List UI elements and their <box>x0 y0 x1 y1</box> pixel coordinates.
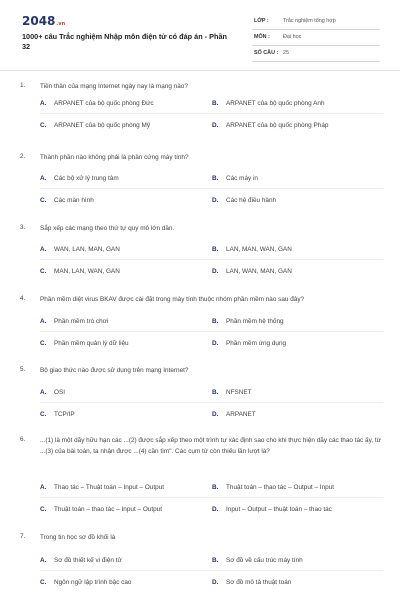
option-text: ARPANET của bộ quốc phòng Đức <box>54 100 154 107</box>
question-text: Phần mềm diệt virus BKAV được cài đặt trong máy tính thuộc nhóm phần mềm nào sau đây? <box>40 296 305 303</box>
option-letter: C. <box>40 122 47 129</box>
option-b[interactable] <box>212 389 252 396</box>
option-text: Phần mềm quản lý dữ liệu <box>54 340 129 347</box>
option-d[interactable] <box>212 197 276 204</box>
option-letter: D. <box>212 411 219 418</box>
option-text: ARPANET <box>226 411 256 418</box>
option-letter: D. <box>212 197 219 204</box>
option-letter: B. <box>212 100 219 107</box>
question-number: 3. <box>20 224 26 231</box>
option-a[interactable] <box>40 100 154 107</box>
option-divider <box>40 497 383 498</box>
option-text: Phần mềm ứng dụng <box>226 340 287 347</box>
meta-row-question-count <box>252 46 380 62</box>
option-text: NFSNET <box>226 389 252 396</box>
question-text: ...(1) là một dãy hữu hạn các ...(2) được sắp xếp theo một trình tự xác định sao cho khi thực hiện dãy các thao tác ấy, từ ...(3) của bài toán, ta nhận được ...(4) cần tìm". Các cụm từ còn thiếu lần lượt là? <box>40 437 381 455</box>
option-text: Các bộ xử lý trung tâm <box>54 175 119 182</box>
meta-row-class <box>252 14 380 30</box>
option-letter: B. <box>212 389 219 396</box>
document-title: 1000+ câu Trắc nghiệm Nhập môn điện tử có đáp án - Phần 32 <box>22 32 227 51</box>
option-letter: A. <box>40 484 47 491</box>
option-b[interactable] <box>212 484 334 491</box>
option-text: OSI <box>54 389 66 396</box>
option-text: Phần mềm hệ thống <box>226 318 284 325</box>
option-letter: C. <box>40 340 47 347</box>
option-c[interactable] <box>40 506 162 513</box>
option-divider <box>40 188 383 189</box>
option-divider <box>40 570 383 571</box>
site-logo[interactable] <box>22 14 65 28</box>
option-text: Sơ đồ mô tả thuật toán <box>226 579 292 586</box>
option-c[interactable] <box>40 268 120 275</box>
option-text: Các màn hình <box>54 197 94 204</box>
option-text: ARPANET của bộ quốc phòng Mỹ <box>54 122 151 129</box>
option-text: LAN, MAN, WAN, GAN <box>226 246 292 253</box>
option-letter: D. <box>212 122 219 129</box>
meta-label: MÔN : <box>254 34 270 40</box>
logo-suffix: .vn <box>56 21 66 27</box>
option-letter: B. <box>212 246 219 253</box>
option-letter: A. <box>40 100 47 107</box>
meta-row-subject <box>252 30 380 46</box>
meta-table <box>252 14 380 62</box>
option-letter: A. <box>40 389 47 396</box>
option-d[interactable] <box>212 122 328 129</box>
question-text: Thành phần nào không phải là phần cứng máy tính? <box>40 154 189 161</box>
option-a[interactable] <box>40 484 164 491</box>
option-letter: C. <box>40 411 47 418</box>
option-text: MAN, LAN, WAN, GAN <box>54 268 120 275</box>
option-letter: A. <box>40 246 47 253</box>
question-text: Sắp xếp các mạng theo thứ tự quy mô lớn dần. <box>40 225 175 232</box>
option-d[interactable] <box>212 579 291 586</box>
option-text: Thuật toán – thao tác – Output – Input <box>226 484 335 491</box>
option-d[interactable] <box>212 411 256 418</box>
option-a[interactable] <box>40 246 120 253</box>
option-text: TCP/IP <box>54 411 75 418</box>
question-text: Bộ giao thức nào được sử dụng trên mạng Internet? <box>40 367 189 374</box>
option-letter: A. <box>40 318 47 325</box>
option-b[interactable] <box>212 557 303 564</box>
option-letter: D. <box>212 268 219 275</box>
option-text: Các hệ điều hành <box>226 197 277 204</box>
option-divider <box>40 402 383 403</box>
question-number: 1. <box>20 82 26 89</box>
meta-value[interactable]: Đại học <box>283 34 302 40</box>
meta-label: LỚP : <box>254 18 269 24</box>
option-letter: C. <box>40 197 47 204</box>
question-text: Tiền thân của mạng Internet ngày nay là mạng nào? <box>40 83 188 90</box>
option-text: Ngôn ngữ lập trình bậc cao <box>54 579 132 586</box>
option-c[interactable] <box>40 340 129 347</box>
option-text: Thuật toán – thao tác – Input – Output <box>54 506 163 513</box>
question-number: 5. <box>20 366 26 373</box>
option-d[interactable] <box>212 506 332 513</box>
option-b[interactable] <box>212 246 292 253</box>
option-text: LAN, WAN, MAN, GAN <box>226 268 292 275</box>
option-letter: D. <box>212 579 219 586</box>
option-letter: B. <box>212 484 219 491</box>
option-letter: A. <box>40 175 47 182</box>
option-letter: D. <box>212 506 219 513</box>
option-text: Input – Output – thuật toán – thao tác <box>226 506 332 513</box>
option-b[interactable] <box>212 318 284 325</box>
option-letter: B. <box>212 557 219 564</box>
option-d[interactable] <box>212 340 286 347</box>
option-letter: A. <box>40 557 47 564</box>
option-text: Phần mềm trò chơi <box>54 318 109 325</box>
option-c[interactable] <box>40 197 94 204</box>
option-b[interactable] <box>212 175 258 182</box>
option-divider <box>40 331 383 332</box>
option-c[interactable] <box>40 122 150 129</box>
option-c[interactable] <box>40 579 131 586</box>
question-number: 6. <box>20 436 26 443</box>
option-c[interactable] <box>40 411 75 418</box>
question-text: Trong tin học sơ đồ khối là <box>40 534 116 541</box>
option-a[interactable] <box>40 389 65 396</box>
option-text: Các máy in <box>226 175 258 182</box>
option-letter: C. <box>40 268 47 275</box>
meta-value: 25 <box>283 50 289 56</box>
option-d[interactable] <box>212 268 292 275</box>
question-number: 2. <box>20 153 26 160</box>
option-b[interactable] <box>212 100 325 107</box>
question-number: 4. <box>20 295 26 302</box>
meta-value[interactable]: Trắc nghiệm tổng hợp <box>283 18 336 24</box>
option-text: ARPANET của bộ quốc phòng Anh <box>226 100 325 107</box>
meta-label: SỐ CÂU : <box>254 50 279 56</box>
option-letter: B. <box>212 318 219 325</box>
option-divider <box>40 259 383 260</box>
header-divider <box>0 70 400 71</box>
question-number: 7. <box>20 533 26 540</box>
option-letter: C. <box>40 506 47 513</box>
option-divider <box>40 113 383 114</box>
option-text: Sơ đồ thiết kế vi điện tử <box>54 557 122 564</box>
page-header <box>0 0 400 62</box>
option-text: WAN, LAN, MAN, GAN <box>54 246 120 253</box>
option-text: Thao tác – Thuật toán – Input – Output <box>54 484 165 491</box>
option-text: ARPANET của bộ quốc phòng Pháp <box>226 122 329 129</box>
option-letter: B. <box>212 175 219 182</box>
option-a[interactable] <box>40 557 122 564</box>
option-text: Sơ đồ về cấu trúc máy tính <box>226 557 303 564</box>
option-a[interactable] <box>40 318 108 325</box>
logo-text: 2048 <box>22 14 56 28</box>
option-a[interactable] <box>40 175 119 182</box>
option-letter: D. <box>212 340 219 347</box>
option-letter: C. <box>40 579 47 586</box>
